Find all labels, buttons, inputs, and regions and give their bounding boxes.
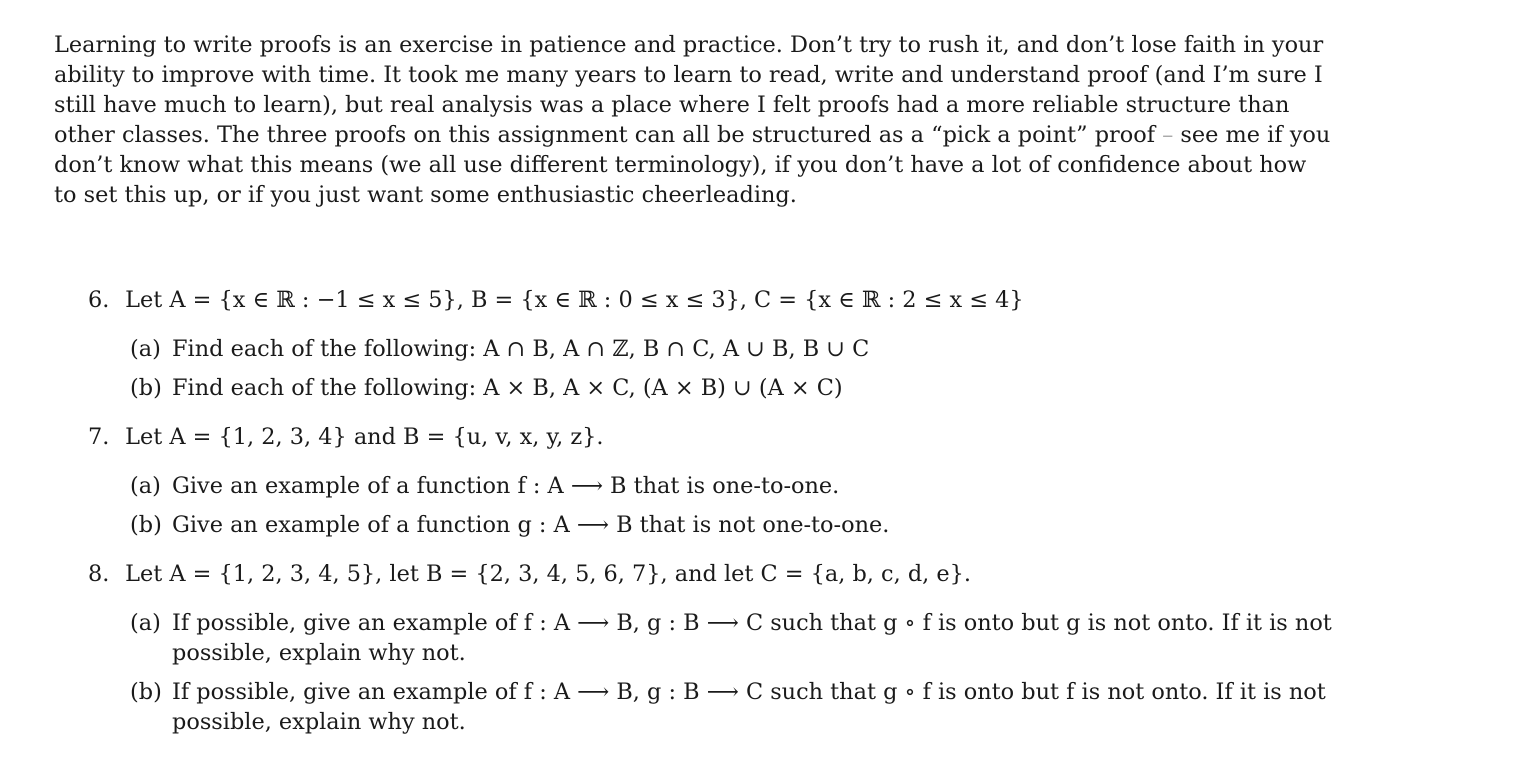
part-label: (a) — [130, 610, 161, 636]
problem-statement: Let A = {x ∈ ℝ : −1 ≤ x ≤ 5}, B = {x ∈ ℝ : 0 ≤ x ≤ 3}, C = {x ∈ ℝ : 2 ≤ x ≤ 4} — [125, 287, 1024, 313]
intro-text-part1: Learning to write proofs is an exercise in patience and practice. Don’t try to rush it, and don’t lose faith in your ability to improve with time. It took me many years to learn to read, write and understand proof (and I’m sure I still have much to learn), but real analysis was a place where I felt proofs had a more reliable structure than other classes. The three proofs on this assignment can all be structured as a “pick a point” proof — [54, 32, 1324, 148]
problem-number: 7. — [88, 424, 110, 450]
part-label: (b) — [130, 679, 162, 705]
problem-6-statement — [88, 285, 1348, 315]
problem-7-part-b — [130, 510, 1348, 540]
problem-6-part-a — [130, 334, 1348, 364]
part-label: (b) — [130, 375, 162, 401]
part-text: Give an example of a function g : A ⟶ B that is not one-to-one. — [172, 512, 890, 538]
problem-number: 8. — [88, 561, 110, 587]
problem-7-statement — [88, 422, 1348, 452]
problem-6-part-b — [130, 373, 1348, 403]
problem-6 — [88, 285, 1348, 403]
problem-7 — [88, 422, 1348, 540]
problem-8-part-a — [130, 608, 1348, 668]
intro-paragraph — [54, 30, 1334, 210]
part-label: (a) — [130, 336, 161, 362]
part-text: Find each of the following: A × B, A × C, (A × B) ∪ (A × C) — [172, 375, 843, 401]
intro-text-part2: see me if you don’t know what this means (we all use different terminology), if you don’t have a lot of confidence about how to set this up, or if you just want some enthusiastic cheerleading. — [54, 122, 1331, 208]
problem-7-part-a — [130, 471, 1348, 501]
problem-8-part-b — [130, 677, 1348, 737]
problem-number: 6. — [88, 287, 110, 313]
problem-statement: Let A = {1, 2, 3, 4, 5}, let B = {2, 3, 4, 5, 6, 7}, and let C = {a, b, c, d, e}. — [125, 561, 971, 587]
part-label: (b) — [130, 512, 162, 538]
problem-8-statement — [88, 559, 1348, 589]
part-text: If possible, give an example of f : A ⟶ B, g : B ⟶ C such that g ∘ f is onto but f is not onto. If it is not possible, explain why not. — [172, 679, 1326, 735]
intro-dash: – — [1162, 122, 1174, 148]
part-text: If possible, give an example of f : A ⟶ B, g : B ⟶ C such that g ∘ f is onto but g is not onto. If it is not possible, explain why not. — [172, 610, 1332, 666]
problem-8 — [88, 559, 1348, 737]
part-text: Give an example of a function f : A ⟶ B that is one-to-one. — [172, 473, 840, 499]
problem-statement: Let A = {1, 2, 3, 4} and B = {u, v, x, y, z}. — [125, 424, 604, 450]
part-text: Find each of the following: A ∩ B, A ∩ ℤ, B ∩ C, A ∪ B, B ∪ C — [172, 336, 870, 362]
part-label: (a) — [130, 473, 161, 499]
problem-list — [88, 285, 1348, 737]
